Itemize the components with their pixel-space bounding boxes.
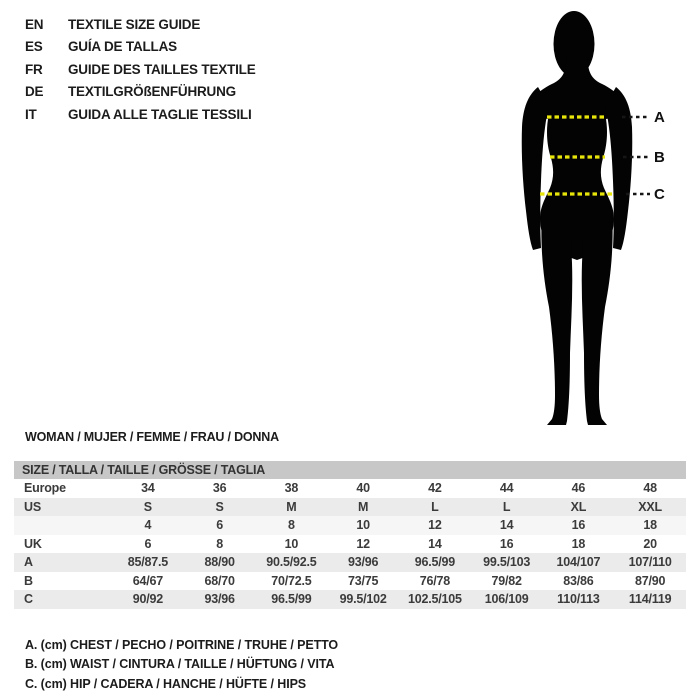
row-label: A <box>24 555 33 570</box>
size-cell: S <box>215 499 224 514</box>
size-cell: XL <box>570 499 587 514</box>
table-row <box>14 516 686 535</box>
language-title: GUIDE DES TAILLES TEXTILE <box>68 61 256 77</box>
size-cell: 18 <box>643 518 657 533</box>
table-row <box>14 479 686 498</box>
size-cell: 10 <box>284 536 299 551</box>
size-cell: 93/96 <box>204 592 235 607</box>
size-cell: M <box>286 499 297 514</box>
size-table-header-row <box>14 461 686 479</box>
size-cell: 48 <box>643 481 657 496</box>
table-row <box>14 498 686 517</box>
language-list <box>25 13 256 126</box>
measurement-label-a: A <box>654 109 665 126</box>
legend-line: B. (cm) WAIST / CINTURA / TAILLE / HÜFTUNG / VITA <box>25 657 335 672</box>
size-cell: 16 <box>499 536 514 551</box>
size-cell: 107/110 <box>628 555 672 570</box>
size-cell: 38 <box>284 481 299 496</box>
language-code: ES <box>25 39 43 55</box>
table-row <box>14 553 686 572</box>
size-cell: 12 <box>428 518 442 533</box>
size-cell: 93/96 <box>347 555 379 570</box>
size-table-body <box>14 479 686 609</box>
size-cell: 16 <box>571 518 586 533</box>
size-cell: 4 <box>144 518 152 533</box>
size-cell: 99.5/102 <box>339 592 387 607</box>
language-code: DE <box>25 84 44 100</box>
size-cell: 14 <box>428 536 442 551</box>
size-cell: 96.5/99 <box>271 592 312 607</box>
size-cell: 73/75 <box>347 573 379 588</box>
size-table <box>14 461 686 609</box>
size-cell: 79/82 <box>491 573 522 588</box>
size-cell: 76/78 <box>419 573 451 588</box>
language-title: TEXTILE SIZE GUIDE <box>68 16 201 32</box>
size-cell: XXL <box>638 499 662 514</box>
size-cell: S <box>143 499 152 514</box>
size-cell: 99.5/103 <box>483 555 531 570</box>
size-cell: 8 <box>287 518 295 533</box>
size-cell: 83/86 <box>563 573 594 588</box>
language-row <box>25 13 256 36</box>
row-label: UK <box>24 536 42 551</box>
woman-silhouette-svg <box>500 5 700 435</box>
measurement-legend <box>25 636 338 694</box>
size-cell: 70/72.5 <box>271 573 312 588</box>
language-title: GUIDA ALLE TAGLIE TESSILI <box>68 106 252 122</box>
size-cell: 90.5/92.5 <box>266 555 317 570</box>
size-cell: 90/92 <box>132 592 164 607</box>
language-code: FR <box>25 61 43 77</box>
language-code: EN <box>25 16 44 32</box>
language-row <box>25 58 256 81</box>
size-cell: 18 <box>571 536 586 551</box>
size-cell: 6 <box>216 518 223 533</box>
size-cell: L <box>502 499 511 514</box>
table-row <box>14 535 686 554</box>
size-cell: 8 <box>216 536 223 551</box>
size-cell: 68/70 <box>204 573 235 588</box>
size-cell: 44 <box>499 481 514 496</box>
silhouette-left-leg <box>541 210 572 425</box>
size-cell: 34 <box>141 481 155 496</box>
size-cell: 64/67 <box>132 573 164 588</box>
size-cell: 14 <box>499 518 514 533</box>
gender-label: WOMAN / MUJER / FEMME / FRAU / DONNA <box>25 430 279 444</box>
language-row <box>25 103 256 126</box>
woman-silhouette-figure <box>500 5 700 435</box>
language-row <box>25 81 256 104</box>
measurement-label-c: C <box>654 186 665 203</box>
table-row <box>14 572 686 591</box>
size-cell: 88/90 <box>204 555 235 570</box>
legend-line: C. (cm) HIP / CADERA / HANCHE / HÜFTE / HIPS <box>25 676 307 691</box>
size-table-header: SIZE / TALLA / TAILLE / GRÖSSE / TAGLIA <box>14 461 686 479</box>
table-row <box>14 590 686 609</box>
legend-line: A. (cm) CHEST / PECHO / POITRINE / TRUHE / PETTO <box>25 638 339 652</box>
size-cell: M <box>358 499 369 514</box>
size-cell: 36 <box>212 481 227 496</box>
row-label: US <box>24 499 41 514</box>
language-code: IT <box>25 106 37 122</box>
language-title: GUÍA DE TALLAS <box>68 39 177 55</box>
size-cell: 104/107 <box>556 555 601 570</box>
size-cell: 46 <box>571 481 586 496</box>
size-cell: 40 <box>356 481 370 496</box>
row-label: C <box>24 592 33 607</box>
size-cell: 102.5/105 <box>407 592 462 607</box>
language-title: TEXTILGRÖßENFÜHRUNG <box>68 84 236 100</box>
size-cell: 87/90 <box>634 573 666 588</box>
size-cell: L <box>431 499 439 514</box>
size-cell: 12 <box>356 536 370 551</box>
row-label: Europe <box>24 481 66 496</box>
size-cell: 10 <box>356 518 370 533</box>
size-cell: 96.5/99 <box>414 555 456 570</box>
size-cell: 6 <box>144 536 152 551</box>
size-table-grid <box>14 461 686 609</box>
row-label: B <box>24 573 33 588</box>
silhouette-right-leg <box>582 210 613 425</box>
size-cell: 114/119 <box>628 592 672 607</box>
row-label <box>14 516 112 535</box>
silhouette-body <box>522 11 633 425</box>
measurement-label-b: B <box>654 149 665 166</box>
size-cell: 20 <box>643 536 657 551</box>
size-cell: 42 <box>428 481 442 496</box>
size-cell: 85/87.5 <box>127 555 169 570</box>
language-row <box>25 36 256 59</box>
size-cell: 106/109 <box>484 592 529 607</box>
size-cell: 110/113 <box>557 592 600 607</box>
